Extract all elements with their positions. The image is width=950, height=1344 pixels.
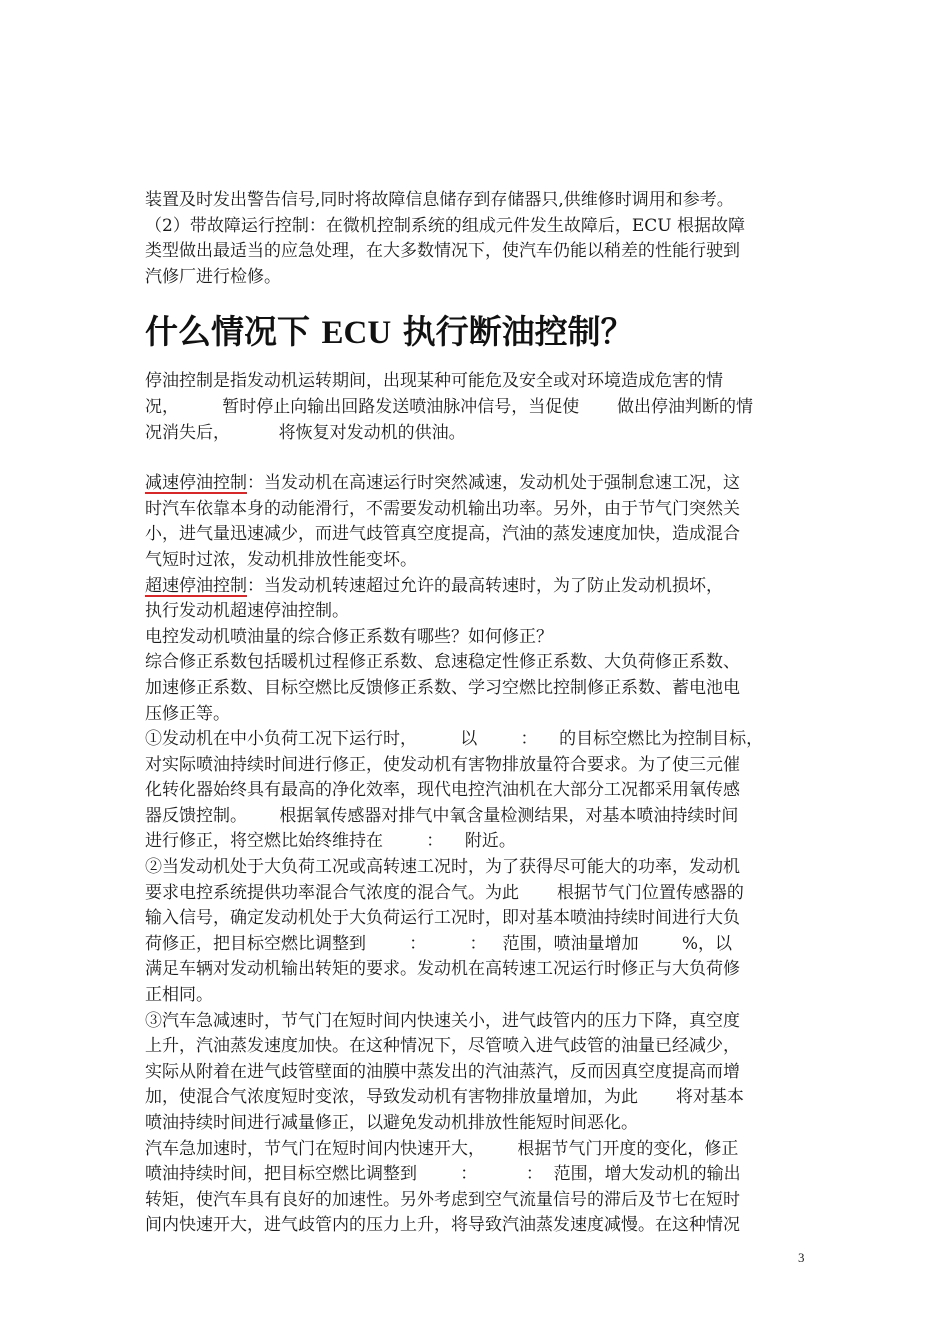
text-line: 加速修正系数、目标空燃比反馈修正系数、学习空燃比控制修正系数、蓄电池电 <box>145 677 740 698</box>
overspeed-first-rest: ：当发动机转速超过允许的最高转速时，为了防止发动机损坏， <box>247 575 723 596</box>
text-line: 要求电控系统提供功率混合气浓度的混合气。为此 根据节气门位置传感器的 <box>145 882 744 903</box>
overspeed-paragraph <box>145 574 813 625</box>
text-line: ③汽车急减速时，节气门在短时间内快速关小，进气歧管内的压力下降，真空度 <box>145 1010 740 1031</box>
text-line: 况消失后， 将恢复对发动机的供油。 <box>145 422 466 443</box>
text-line: 装置及时发出警告信号,同时将故障信息储存到存储器只,供维修时调用和参考。 <box>145 190 734 210</box>
text-line: （2）带故障运行控制：在微机控制系统的组成元件发生故障后，ECU 根据故障 <box>145 215 745 236</box>
text-line: 转矩，使汽车具有良好的加速性。另外考虑到空气流量信号的滞后及节七在短时 <box>145 1189 740 1210</box>
text-line: 对实际喷油持续时间进行修正，使发动机有害物排放量符合要求。为了使三元催 <box>145 754 740 775</box>
text-line: ②当发动机处于大负荷工况或高转速工况时，为了获得尽可能大的功率，发动机 <box>145 857 740 878</box>
text-line: 综合修正系数包括暖机过程修正系数、怠速稳定性修正系数、大负荷修正系数、 <box>145 652 740 673</box>
text-line: 气短时过浓，发动机排放性能变坏。 <box>145 549 417 570</box>
text-line: 加，使混合气浓度短时变浓，导致发动机有害物排放量增加，为此 将对基本 <box>145 1087 744 1108</box>
text-line: 类型做出最适当的应急处理，在大多数情况下，使汽车仍能以稍差的性能行驶到 <box>145 241 740 262</box>
text-line: 喷油持续时间，把目标空燃比调整到 ： ： 范围，增大发动机的输出 <box>145 1164 741 1185</box>
text-line: 时汽车依靠本身的动能滑行，不需要发动机输出功率。另外，由于节气门突然关 <box>145 498 740 519</box>
text-line: 间内快速开大，进气歧管内的压力上升，将导致汽油蒸发速度减慢。在这种情况 <box>145 1215 740 1236</box>
text-line: 压修正等。 <box>145 703 230 724</box>
text-line: 化转化器始终具有最高的净化效率，现代电控汽油机在大部分工况都采用氧传感 <box>145 780 740 801</box>
page-number: 3 <box>798 1250 805 1265</box>
text-line: 进行修正，将空燃比始终维持在 ： 附近。 <box>145 831 516 852</box>
text-line: 停油控制是指发动机运转期间，出现某种可能危及安全或对环境造成危害的情 <box>145 371 723 392</box>
text-line: ①发动机在中小负荷工况下运行时， 以 ： 的目标空燃比为控制目标， <box>145 729 764 750</box>
intro-paragraph <box>145 188 813 290</box>
text-line: 正相同。 <box>145 985 213 1006</box>
text-line: 小，进气量迅速减少，而进气歧管真空度提高，汽油的蒸发速度加快，造成混合 <box>145 524 740 545</box>
text-line: 况， 暂时停止向输出回路发送喷油脉冲信号，当促使 做出停油判断的情 <box>145 396 754 417</box>
text-line: 执行发动机超速停油控制。 <box>145 601 349 622</box>
text-line: 电控发动机喷油量的综合修正系数有哪些？如何修正？ <box>145 626 553 647</box>
page-content <box>145 188 813 1239</box>
text-line: 上升，汽油蒸发速度加快。在这种情况下，尽管喷入进气歧管的油量已经减少， <box>145 1036 740 1057</box>
heading-bold: ECU <box>321 315 392 352</box>
section-heading <box>145 312 813 353</box>
text-line: 汽车急加速时，节气门在短时间内快速开大， 根据节气门开度的变化，修正 <box>145 1138 739 1159</box>
heading-pre: 什么情况下 <box>145 312 322 352</box>
text-line: 输入信号，确定发动机处于大负荷运行工况时，即对基本喷油持续时间进行大负 <box>145 908 740 929</box>
text-line: 满足车辆对发动机输出转矩的要求。发动机在高转速工况运行时修正与大负荷修 <box>145 959 740 980</box>
text-line <box>145 574 813 600</box>
stop-control-paragraph <box>145 369 813 446</box>
body-paragraphs <box>145 625 813 1239</box>
text-line: 汽修厂进行检修。 <box>145 266 281 287</box>
decel-paragraph <box>145 471 813 573</box>
text-line: 喷油持续时间进行减量修正，以避免发动机排放性能短时间恶化。 <box>145 1113 638 1133</box>
text-line: 实际从附着在进气歧管壁面的油膜中蒸发出的汽油蒸汽，反而因真空度提高而增 <box>145 1061 740 1082</box>
text-line <box>145 471 813 497</box>
decel-label: 减速停油控制 <box>145 473 247 494</box>
overspeed-label: 超速停油控制 <box>145 575 247 596</box>
decel-first-rest: ：当发动机在高速运行时突然减速，发动机处于强制怠速工况，这 <box>247 473 740 494</box>
blank-line <box>145 446 813 471</box>
heading-post: 执行断油控制？ <box>391 312 634 352</box>
text-line: 荷修正，把目标空燃比调整到 ： ： 范围，喷油量增加 %，以 <box>145 933 733 954</box>
text-line: 器反馈控制。 根据氧传感器对排气中氧含量检测结果，对基本喷油持续时间 <box>145 805 739 826</box>
